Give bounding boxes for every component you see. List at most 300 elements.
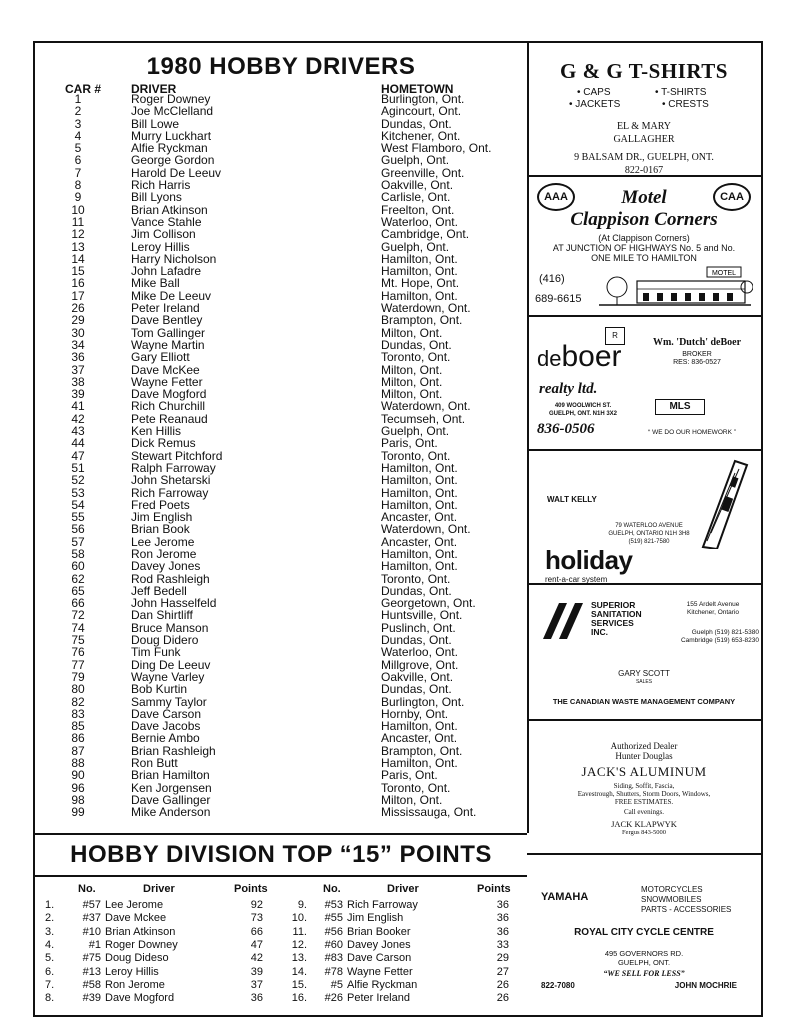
superior-person: GARY SCOTT: [618, 669, 670, 678]
points-driver-header-1: Driver: [143, 883, 175, 895]
motel-building-illustration: [597, 261, 753, 311]
superior-name-3: SERVICES: [591, 618, 634, 628]
car-number: 58: [71, 546, 85, 561]
car-number: 56: [71, 522, 85, 537]
driver-name: Stewart Pitchford: [131, 448, 223, 463]
points-no-header-1: No.: [78, 883, 96, 895]
gg-item-jackets: • JACKETS: [569, 99, 621, 110]
royal-product-2: SNOWMOBILES: [641, 895, 702, 904]
hometown: Hamilton, Ont.: [381, 756, 458, 771]
superior-footer: THE CANADIAN WASTE MANAGEMENT COMPANY: [552, 697, 736, 706]
driver-name: Ron Jerome: [131, 546, 197, 561]
car-number: 34: [71, 337, 85, 352]
jacks-line-2: Hunter Douglas: [615, 751, 673, 761]
car-number: 26: [71, 301, 85, 316]
driver-row: [35, 757, 527, 769]
hometown: Ancaster, Ont.: [381, 510, 458, 525]
driver-name: John Shetarski: [131, 473, 211, 488]
royal-person: JOHN MOCHRIE: [674, 981, 737, 990]
hometown: Hamilton, Ont.: [381, 460, 458, 475]
hometown: Ancaster, Ont.: [381, 534, 458, 549]
deboer-res: RES: 836-0527: [673, 359, 721, 366]
points-rank: 4.: [45, 938, 55, 951]
superior-name-2: SANITATION: [591, 609, 642, 619]
aaa-logo: AAA: [537, 183, 575, 211]
points-row: [35, 926, 527, 939]
motel-line1: AT JUNCTION OF HIGHWAYS No. 5 and No.: [552, 243, 736, 253]
driver-name: Harry Nicholson: [131, 251, 217, 266]
driver-name: Peter Ireland: [131, 301, 200, 316]
holiday-person: WALT KELLY: [547, 495, 597, 504]
hometown: Paris, Ont.: [381, 768, 438, 783]
deboer-name: Wm. 'Dutch' deBoer: [652, 337, 742, 348]
driver-row: [35, 732, 527, 744]
car-number: 5: [74, 141, 82, 156]
car-number: 2: [74, 104, 82, 119]
royal-address-1: 495 GOVERNORS RD.: [604, 949, 684, 958]
driver-name: George Gordon: [131, 153, 215, 168]
yamaha-brand: YAMAHA: [541, 891, 589, 903]
points-rank: 10.: [291, 912, 307, 925]
driver-name: Davey Jones: [131, 559, 201, 574]
car-number: 83: [71, 706, 85, 721]
driver-row: [35, 671, 527, 683]
points-driver: Rich Farroway: [347, 899, 418, 911]
hobby-drivers-title: 1980 HOBBY DRIVERS: [146, 53, 416, 80]
driver-row: [35, 167, 527, 179]
deboer-phone: 836-0506: [537, 421, 595, 437]
driver-name: Dave Jacobs: [131, 719, 201, 734]
deboer-role: BROKER: [682, 351, 712, 358]
car-number: 62: [71, 571, 85, 586]
hometown: Waterloo, Ont.: [381, 214, 458, 229]
hometown: Cambridge, Ont.: [381, 227, 470, 242]
hometown: Brampton, Ont.: [381, 313, 463, 328]
car-number: 90: [71, 768, 85, 783]
car-number: 3: [74, 116, 82, 131]
points-no: #75: [82, 952, 101, 965]
driver-name: Rod Rashleigh: [131, 571, 210, 586]
jacks-name: JACK'S ALUMINUM: [581, 764, 707, 779]
car-number: 15: [71, 264, 85, 279]
driver-row: [35, 659, 527, 671]
points-no: #53: [324, 899, 343, 911]
points-driver: Wayne Fetter: [347, 965, 413, 978]
hometown: Agincourt, Ont.: [381, 104, 462, 119]
points-no: #55: [324, 912, 343, 925]
points-no: #60: [324, 938, 343, 951]
points-row: [35, 992, 527, 1005]
points-row: [35, 952, 527, 965]
driver-name: Jim English: [131, 510, 193, 525]
hometown: Guelph, Ont.: [381, 239, 450, 254]
points-rank: 8.: [45, 992, 55, 1005]
driver-row: [35, 400, 527, 412]
hometown: Hamilton, Ont.: [381, 546, 458, 561]
car-number: 55: [71, 510, 85, 525]
driver-row: [35, 364, 527, 376]
superior-address-1: 155 Ardelt Avenue: [686, 601, 740, 608]
car-number: 57: [71, 534, 85, 549]
driver-name: Dave Bentley: [131, 313, 203, 328]
driver-name: Bernie Ambo: [131, 731, 200, 746]
points-no: #37: [82, 912, 101, 925]
points-rank: 13.: [291, 952, 307, 965]
gg-phone: 822-0167: [624, 165, 664, 176]
hometown-column-header: HOMETOWN: [381, 82, 454, 96]
driver-name: Harold De Leeuv: [131, 165, 222, 180]
points-driver: Ron Jerome: [105, 978, 165, 991]
car-number: 52: [71, 473, 85, 488]
hometown: Carlisle, Ont.: [381, 190, 451, 205]
driver-row: [35, 782, 527, 794]
driver-name: Mike De Leeuv: [131, 288, 212, 303]
hometown: Burlington, Ont.: [381, 92, 465, 106]
driver-row: [35, 474, 527, 486]
driver-row: [35, 769, 527, 781]
points-points: 37: [250, 978, 263, 991]
driver-name: Wayne Martin: [131, 337, 205, 352]
points-rank: 7.: [45, 978, 55, 991]
royal-products: [641, 885, 731, 915]
car-number: 60: [71, 559, 85, 574]
holiday-logo: holiday: [545, 545, 633, 575]
driver-name: Bruce Manson: [131, 620, 209, 635]
gg-tshirts-ad: [527, 43, 761, 177]
points-rank: 3.: [45, 925, 55, 938]
car-number: 51: [71, 460, 85, 475]
royal-product-3: PARTS - ACCESSORIES: [641, 905, 732, 914]
hometown: Mississauga, Ont.: [381, 805, 477, 820]
car-number: 12: [71, 227, 85, 242]
driver-name: John Hasselfeld: [131, 596, 217, 611]
driver-row: [35, 105, 527, 117]
points-driver: Peter Ireland: [347, 992, 410, 1005]
driver-row: [35, 241, 527, 253]
driver-name: Leroy Hillis: [131, 239, 190, 254]
car-number: 65: [71, 583, 85, 598]
hometown: Kitchener, Ont.: [381, 128, 461, 143]
points-rank: 15.: [291, 978, 307, 991]
hometown: Paris, Ont.: [381, 436, 438, 451]
driver-row: [35, 339, 527, 351]
hometown: Toronto, Ont.: [381, 780, 451, 795]
driver-row: [35, 376, 527, 388]
points-rank: 14.: [291, 965, 307, 978]
driver-row: [35, 806, 527, 818]
driver-name: Bob Kurtin: [131, 682, 188, 697]
points-driver: Brian Booker: [347, 925, 411, 938]
points-no-header-2: No.: [323, 883, 341, 895]
points-points: 92: [250, 899, 263, 911]
drivers-table: [35, 93, 527, 819]
program-page: [33, 41, 763, 1017]
car-number: 30: [71, 325, 85, 340]
driver-name: Dan Shirtliff: [131, 608, 193, 623]
hometown: Dundas, Ont.: [381, 682, 452, 697]
driver-row: [35, 609, 527, 621]
superior-name: [591, 601, 642, 637]
hometown: Dundas, Ont.: [381, 583, 452, 598]
superior-phone-guelph: Guelph (519) 821-5380: [691, 629, 759, 636]
points-points: 26: [496, 992, 509, 1005]
driver-name: Tom Gallinger: [131, 325, 206, 340]
hometown: Freelton, Ont.: [381, 202, 455, 217]
car-number: 54: [71, 497, 85, 512]
hometown: Hamilton, Ont.: [381, 251, 458, 266]
points-points: 66: [250, 925, 263, 938]
car-number: 9: [74, 190, 82, 205]
car-number: 1: [74, 92, 82, 106]
points-points-header-2: Points: [477, 883, 511, 895]
car-number: 13: [71, 239, 85, 254]
hometown: Waterdown, Ont.: [381, 399, 471, 414]
gg-names: EL & MARY: [616, 121, 672, 132]
hometown: Greenville, Ont.: [381, 165, 465, 180]
car-number: 29: [71, 313, 85, 328]
driver-name: Dave McKee: [131, 362, 200, 377]
jacks-line-3: Siding, Soffit, Fascia,: [613, 782, 675, 790]
hometown: Georgetown, Ont.: [381, 596, 476, 611]
driver-row: [35, 487, 527, 499]
points-points: 33: [496, 938, 509, 951]
points-table: [35, 877, 527, 1017]
hometown: Puslinch, Ont.: [381, 620, 456, 635]
hometown: Hamilton, Ont.: [381, 473, 458, 488]
gg-item-caps: • CAPS: [577, 87, 611, 98]
driver-row: [35, 523, 527, 535]
driver-name: Brian Atkinson: [131, 202, 208, 217]
driver-row: [35, 646, 527, 658]
hometown: Milton, Ont.: [381, 387, 443, 402]
car-number: 53: [71, 485, 85, 500]
points-rank: 12.: [291, 938, 307, 951]
jacks-phone: Fergus 843-5000: [621, 829, 667, 836]
driver-name: Bill Lowe: [131, 116, 180, 131]
points-driver: Roger Downey: [105, 938, 178, 951]
holiday-address-1: 79 WATERLOO AVENUE: [615, 523, 683, 529]
driver-row: [35, 413, 527, 425]
points-no: #1: [88, 938, 101, 951]
driver-name: Jim Collison: [131, 227, 196, 242]
car-number: 10: [71, 202, 85, 217]
car-number: 14: [71, 251, 85, 266]
driver-row: [35, 696, 527, 708]
hobby-drivers-panel: [35, 43, 529, 833]
points-driver: Lee Jerome: [105, 899, 164, 911]
car-number: 44: [71, 436, 85, 451]
jacks-aluminum-ad: [527, 721, 761, 855]
points-no: #26: [324, 992, 343, 1005]
superior-role: SALES: [635, 679, 653, 685]
car-number: 7: [74, 165, 82, 180]
superior-address-2: Kitchener, Ontario: [686, 609, 740, 616]
driver-name: Mike Anderson: [131, 805, 211, 820]
points-no: #57: [82, 899, 101, 911]
royal-city-ad: [527, 855, 761, 1015]
points-rank: 1.: [45, 899, 55, 911]
gg-surname: GALLAGHER: [613, 134, 675, 145]
jacks-line-4: Eavestrough, Shutters, Storm Doors, Windows,: [577, 790, 711, 798]
car-number: 75: [71, 633, 85, 648]
driver-name: Doug Didero: [131, 633, 199, 648]
car-number: 72: [71, 608, 85, 623]
points-points: 36: [250, 992, 263, 1005]
deboer-address-2: GUELPH, ONT. N1H 3X2: [548, 411, 617, 417]
hometown: Hamilton, Ont.: [381, 485, 458, 500]
driver-name: Ron Butt: [131, 756, 178, 771]
motel-line2: ONE MILE TO HAMILTON: [591, 253, 697, 263]
motel-sub: (At Clappison Corners): [598, 233, 690, 243]
driver-column-header: DRIVER: [131, 82, 177, 96]
car-number: 96: [71, 780, 85, 795]
points-no: #13: [82, 965, 101, 978]
hometown: Hornby, Ont.: [381, 706, 449, 721]
hometown: Toronto, Ont.: [381, 448, 451, 463]
motel-sign-text: MOTEL: [711, 270, 737, 277]
points-driver: Jim English: [347, 912, 404, 925]
motel-ad: [527, 177, 761, 317]
points-driver: Davey Jones: [347, 938, 411, 951]
hometown: Waterdown, Ont.: [381, 522, 471, 537]
driver-name: Ding De Leeuv: [131, 657, 211, 672]
hometown: Dundas, Ont.: [381, 337, 452, 352]
hometown: Ancaster, Ont.: [381, 731, 458, 746]
deboer-emblem: R: [605, 327, 625, 345]
points-points: 26: [496, 978, 509, 991]
hometown: Mt. Hope, Ont.: [381, 276, 460, 291]
driver-name: Brian Rashleigh: [131, 743, 216, 758]
hometown: Dundas, Ont.: [381, 116, 452, 131]
points-points: 29: [496, 952, 509, 965]
driver-name: Fred Poets: [131, 497, 190, 512]
superior-sanitation-ad: [527, 585, 761, 721]
car-number: 66: [71, 596, 85, 611]
driver-name: Dave Mogford: [131, 387, 207, 402]
hometown: Brampton, Ont.: [381, 743, 463, 758]
car-number: 38: [71, 374, 85, 389]
points-driver: Dave Carson: [347, 952, 412, 965]
ads-column: [527, 43, 761, 1015]
car-number: 11: [71, 214, 85, 229]
points-points: 36: [496, 912, 509, 925]
car-number: 87: [71, 743, 85, 758]
hometown: Tecumseh, Ont.: [381, 411, 466, 426]
points-no: #5: [330, 978, 343, 991]
points-no: #39: [82, 992, 101, 1005]
driver-name: Brian Book: [131, 522, 190, 537]
driver-row: [35, 228, 527, 240]
car-number: 42: [71, 411, 85, 426]
driver-name: Rich Harris: [131, 178, 191, 193]
hometown: Hamilton, Ont.: [381, 264, 458, 279]
driver-name: Lee Jerome: [131, 534, 195, 549]
driver-row: [35, 425, 527, 437]
deboer-logo-de: de: [537, 346, 562, 371]
gg-item-crests: • CRESTS: [662, 99, 709, 110]
hometown: Waterloo, Ont.: [381, 645, 458, 660]
driver-name: Gary Elliott: [131, 350, 190, 365]
points-driver-header-2: Driver: [387, 883, 419, 895]
holiday-address-2: GUELPH, ONTARIO N1H 3H8: [608, 531, 690, 537]
car-number: 41: [71, 399, 85, 414]
driver-row: [35, 622, 527, 634]
car-number: 79: [71, 669, 85, 684]
car-number: 43: [71, 424, 85, 439]
gg-title: G & G T-SHIRTS: [560, 59, 728, 83]
driver-row: [35, 277, 527, 289]
car-number: 6: [74, 153, 82, 168]
points-rank: 5.: [45, 952, 55, 965]
points-driver: Dave Mckee: [105, 912, 167, 925]
hometown: Millgrove, Ont.: [381, 657, 459, 672]
car-number: 85: [71, 719, 85, 734]
holiday-ad: [527, 451, 761, 585]
points-points: 39: [250, 965, 263, 978]
hometown: Guelph, Ont.: [381, 424, 450, 439]
gg-item-tshirts: • T-SHIRTS: [655, 87, 707, 98]
driver-name: Tim Funk: [131, 645, 181, 660]
points-no: #56: [324, 925, 343, 938]
hometown: Waterdown, Ont.: [381, 301, 471, 316]
driver-name: Ken Jorgensen: [131, 780, 212, 795]
points-points: 73: [250, 912, 263, 925]
caa-logo: CAA: [713, 183, 751, 211]
points-points: 36: [496, 899, 509, 911]
points-driver: Dave Mogford: [105, 992, 175, 1005]
hometown: Oakville, Ont.: [381, 669, 454, 684]
driver-name: Ralph Farroway: [131, 460, 216, 475]
superior-name-1: SUPERIOR: [591, 600, 636, 610]
car-number: 37: [71, 362, 85, 377]
hometown: Hamilton, Ont.: [381, 719, 458, 734]
driver-name: John Lafadre: [131, 264, 202, 279]
hometown: Milton, Ont.: [381, 792, 443, 807]
points-row: [35, 966, 527, 979]
hometown: Milton, Ont.: [381, 362, 443, 377]
car-number: 86: [71, 731, 85, 746]
points-no: #83: [324, 952, 343, 965]
motel-name: Clappison Corners: [570, 209, 718, 230]
hometown: Toronto, Ont.: [381, 571, 451, 586]
driver-row: [35, 154, 527, 166]
points-row: [35, 912, 527, 925]
driver-name: Vance Stahle: [131, 214, 202, 229]
points-driver: Alfie Ryckman: [347, 978, 418, 991]
car-column-header: CAR #: [65, 82, 102, 96]
car-number: 76: [71, 645, 85, 660]
jacks-line-1: Authorized Dealer: [610, 741, 678, 751]
driver-name: Brian Hamilton: [131, 768, 210, 783]
driver-name: Ken Hillis: [131, 424, 182, 439]
motel-label: Motel: [621, 187, 667, 208]
driver-name: Bill Lyons: [131, 190, 182, 205]
driver-name: Pete Reanaud: [131, 411, 208, 426]
driver-row: [35, 437, 527, 449]
car-number: 16: [71, 276, 85, 291]
car-number: 74: [71, 620, 85, 635]
driver-row: [35, 142, 527, 154]
top15-banner: [35, 833, 527, 877]
points-no: #58: [82, 978, 101, 991]
motel-phone: 689-6615: [535, 293, 582, 305]
hometown: Hamilton, Ont.: [381, 288, 458, 303]
points-points: 27: [496, 965, 509, 978]
car-number: 47: [71, 448, 85, 463]
superior-logo: [539, 601, 587, 641]
driver-row: [35, 314, 527, 326]
points-rank: 16.: [291, 992, 307, 1005]
